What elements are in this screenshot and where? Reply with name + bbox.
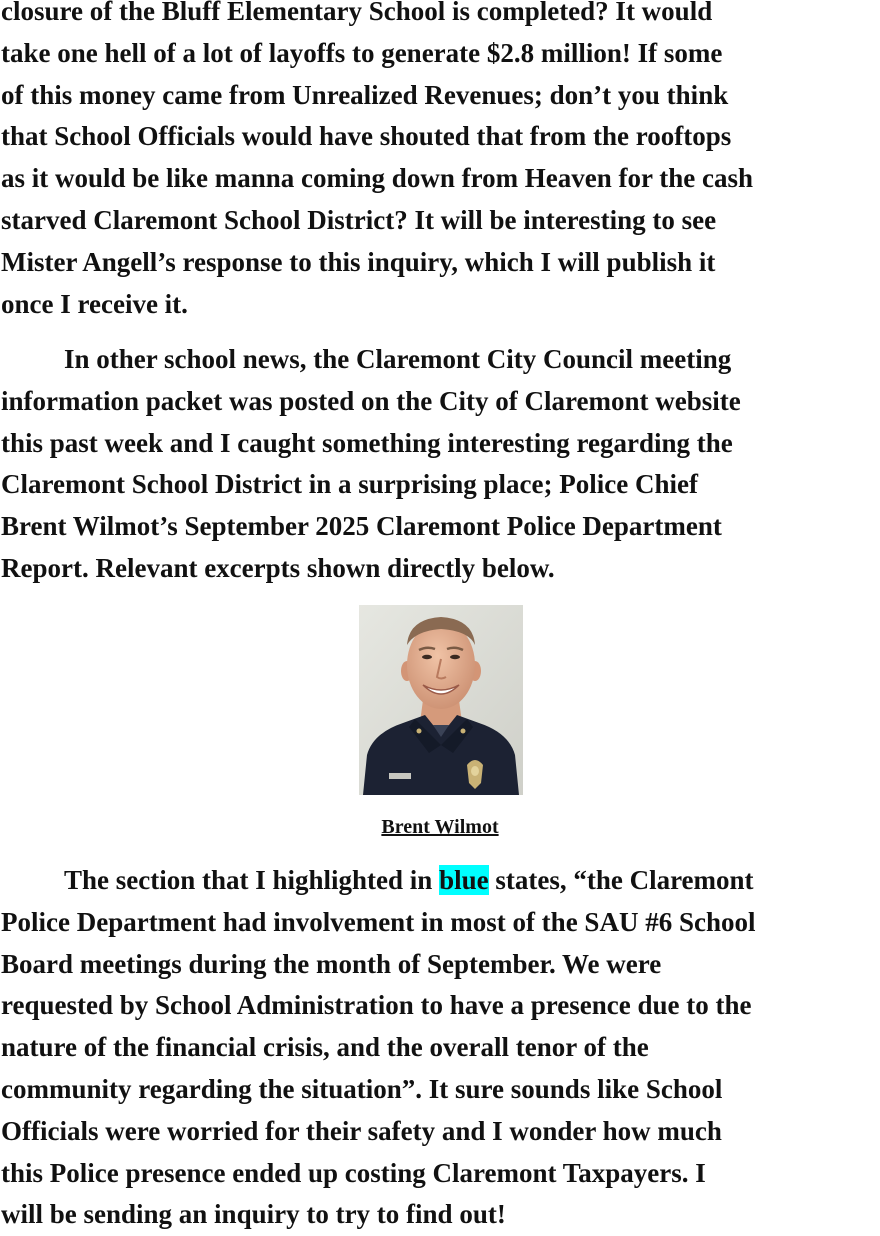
text-line: Officials were worried for their safety and I wonder how much	[1, 1115, 722, 1146]
text-line: take one hell of a lot of layoffs to generate $2.8 million! If some	[1, 37, 723, 68]
photo-caption: Brent Wilmot	[381, 816, 499, 838]
text-line: this past week and I caught something interesting regarding the	[1, 427, 733, 458]
text-line: closure of the Bluff Elementary School is completed? It would	[1, 0, 713, 26]
text-line: once I receive it.	[1, 288, 188, 319]
text-line: will be sending an inquiry to try to find out!	[1, 1199, 506, 1230]
text-line: Claremont School District in a surprising place; Police Chief	[1, 469, 698, 500]
text-segment: states, “the Claremont	[488, 865, 754, 895]
text-line: as it would be like manna coming down from Heaven for the cash	[1, 163, 754, 194]
text-line	[1, 860, 755, 902]
text-line: information packet was posted on the City of Claremont website	[1, 385, 741, 416]
paragraph-police-report	[0, 860, 757, 1236]
paragraph-city-council	[0, 339, 743, 590]
text-line: In other school news, the Claremont City Council meeting	[64, 344, 732, 374]
text-line: this Police presence ended up costing Claremont Taxpayers. I	[1, 1157, 706, 1188]
text-line: community regarding the situation”. It sure sounds like School	[1, 1073, 723, 1104]
text-line: starved Claremont School District? It will be interesting to see	[1, 204, 717, 235]
text-line: of this money came from Unrealized Revenues; don’t you think	[1, 79, 729, 110]
text-line: Brent Wilmot’s September 2025 Claremont Police Department	[1, 511, 722, 542]
police-chief-photo	[359, 605, 523, 795]
text-line: requested by School Administration to have a presence due to the	[1, 990, 752, 1021]
text-segment: The section that I highlighted in	[64, 865, 440, 895]
highlighted-word: blue	[439, 865, 489, 895]
paragraph-bluff-closure	[0, 0, 755, 325]
text-line: nature of the financial crisis, and the overall tenor of the	[1, 1032, 649, 1063]
text-line: that School Officials would have shouted that from the rooftops	[1, 121, 732, 152]
text-line: Mister Angell’s response to this inquiry, which I will publish it	[1, 246, 716, 277]
text-line: Police Department had involvement in most of the SAU #6 School	[1, 906, 756, 937]
text-line: Board meetings during the month of September. We were	[1, 948, 662, 979]
text-line: Report. Relevant excerpts shown directly below.	[1, 552, 555, 583]
